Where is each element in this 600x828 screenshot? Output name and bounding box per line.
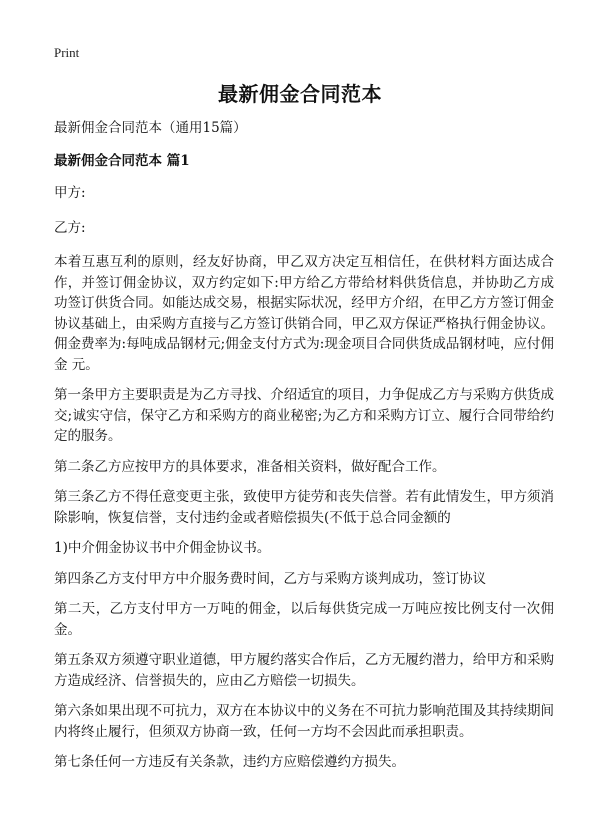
party-a-field: 甲方: [54, 185, 86, 201]
article-3-paragraph: 第三条乙方不得任意变更主张，致使甲方徒劳和丧失信誉。若有此情发生，甲方须消除影响，恢复信誉，支付违约金或者赔偿损失(不低于总合同金额的 [54, 489, 554, 526]
article-6-paragraph: 第六条如果出现不可抗力，双方在本协议中的义务在不可抗力影响范围及其持续期间内将终止履行，但须双方协商一致，任何一方均不会因此而承担职责。 [54, 703, 554, 740]
document-body [54, 118, 554, 783]
article-3-continuation: 1)中介佣金协议书中介佣金协议书。 [54, 540, 271, 556]
article-4-paragraph: 第四条乙方支付甲方中介服务费时间，乙方与采购方谈判成功，签订协议 [54, 570, 486, 587]
article-4-continuation: 第二天，乙方支付甲方一万吨的佣金，以后每供货完成一万吨应按比例支付一次佣金。 [54, 601, 554, 638]
article-5-paragraph: 第五条双方须遵守职业道德，甲方履约落实合作后，乙方无履约潜力，给甲方和采购方造成经济、信誉损失的，应由乙方赔偿一切损失。 [54, 652, 554, 689]
article-2-paragraph: 第二条乙方应按甲方的具体要求，准备相关资料，做好配合工作。 [54, 458, 446, 475]
document-subtitle: 最新佣金合同范本（通用15篇） [54, 120, 247, 136]
print-label: Print [54, 45, 80, 60]
intro-paragraph: 本着互惠互利的原则，经友好协商，甲乙双方决定互相信任，在供材料方面达成合作，并签订佣金协议，双方约定如下:甲方给乙方带给材料供货信息，并协助乙方成功签订供货合同。如能达成交易，根据实际状况，经甲方介绍，在甲乙方方签订佣金协议基础上，由采购方直接与乙方签订供销合同，甲乙双方保证严格执行佣金协议。佣金费率为:每吨成品钢材元;佣金支付方式为:现金项目合同供货成品钢材吨，应付佣金 元。 [54, 254, 554, 373]
article-1-paragraph: 第一条甲方主要职责是为乙方寻找、介绍适宜的项目，力争促成乙方与采购方供货成交;诚实守信，保守乙方和采购方的商业秘密;为乙方和采购方订立、履行合同带给约定的服务。 [54, 387, 554, 444]
section-heading: 最新佣金合同范本 篇1 [54, 152, 190, 169]
party-b-field: 乙方: [54, 219, 86, 236]
article-7-paragraph: 第七条任何一方违反有关条款，违约方应赔偿遵约方损失。 [54, 754, 405, 770]
document-title: 最新佣金合同范本 [218, 82, 382, 106]
